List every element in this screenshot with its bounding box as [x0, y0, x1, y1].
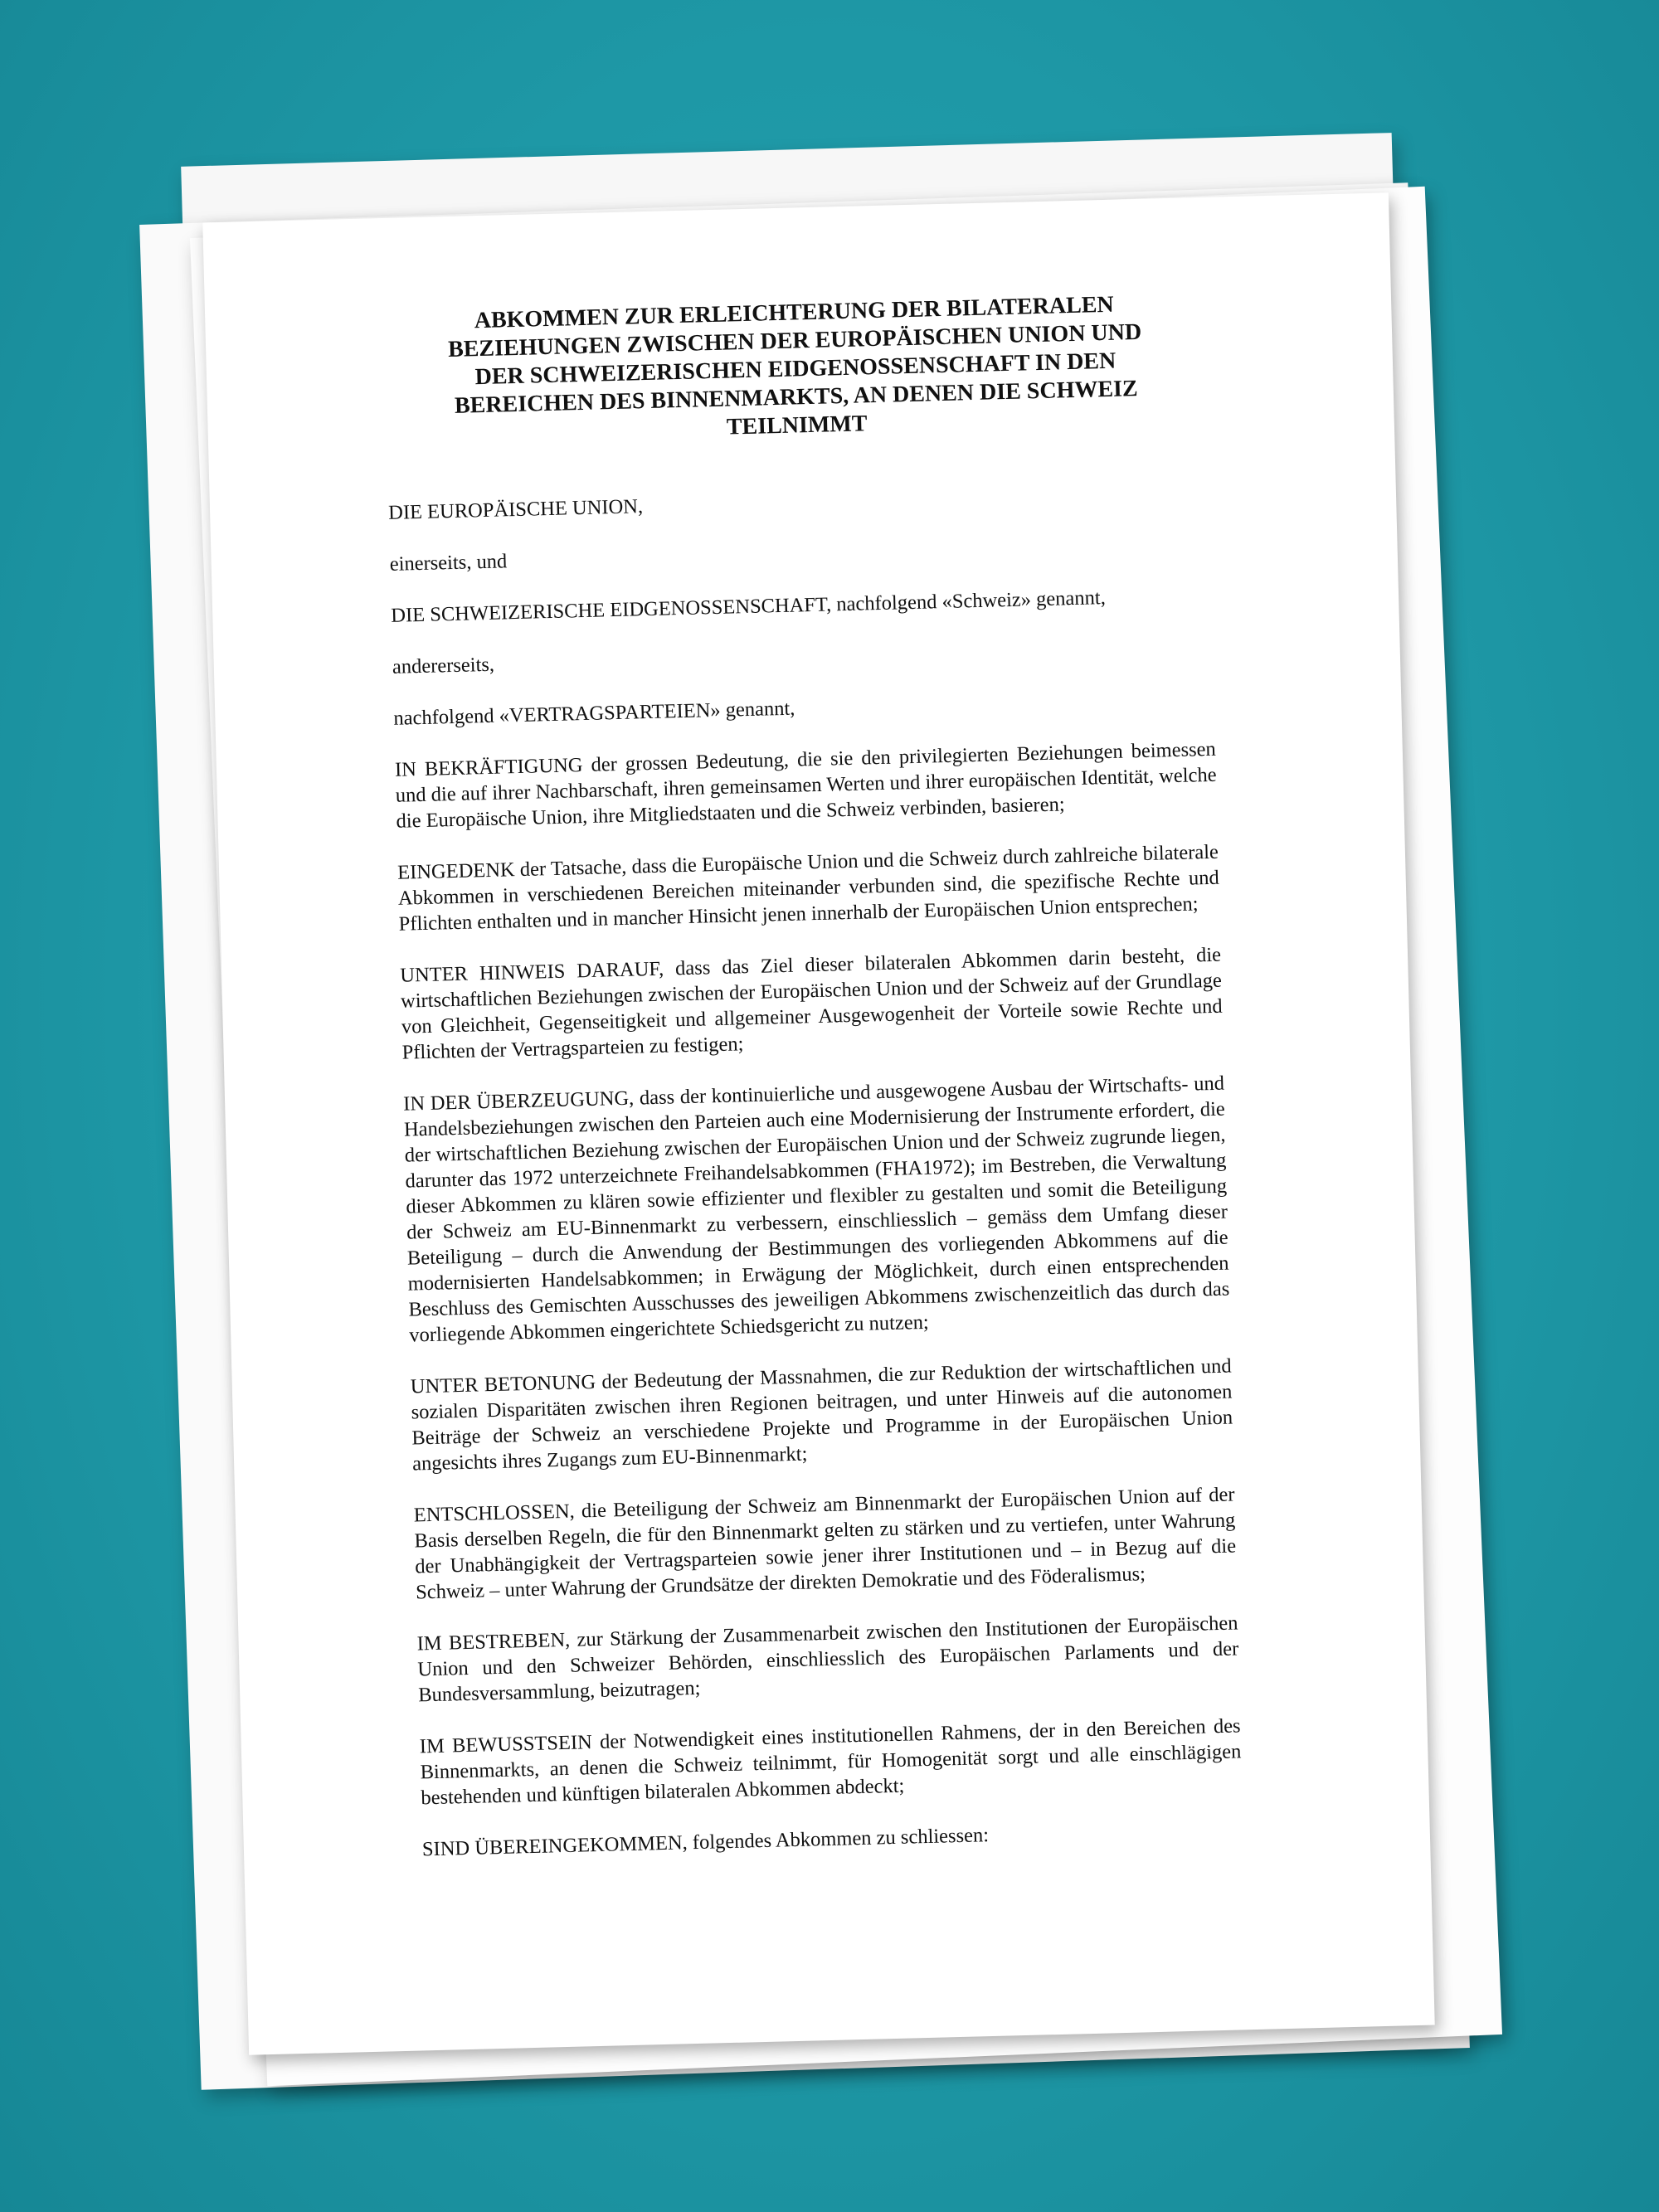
paragraph: nachfolgend «VERTRAGSPARTEIEN» genannt,	[393, 697, 795, 730]
paragraph: UNTER HINWEIS DARAUF, dass das Ziel dieser bilateralen Abkommen darin besteht, die wirtschaftlichen Beziehungen zwischen der Europäischen Union und der Schweiz auf der Grundlage von Gleichheit, Gegenseitigkeit und allgemeiner Ausgewogenheit der Vorteile sowie Rechte und Pflichten der Vertragsparteien zu festigen;	[399, 943, 1223, 1064]
paragraph: IM BESTREBEN, zur Stärkung der Zusammenarbeit zwischen den Institutionen der Europäischen Union und den Schweizer Behörden, einschliesslich des Europäischen Parlaments und der Bundesversammlung, beizutragen;	[416, 1612, 1239, 1707]
paragraph: DIE SCHWEIZERISCHE EIDGENOSSENSCHAFT, nachfolgend «Schweiz» genannt,	[390, 586, 1107, 627]
document-content	[383, 289, 1244, 1888]
paragraph: IM BEWUSSTSEIN der Notwendigkeit eines institutionellen Rahmens, der in den Bereichen des Binnenmarkts, an denen die Schweiz teilnimmt, für Homogenität sorgt und alle einschlägigen bestehenden und künftigen bilateralen Abkommen abdeckt;	[419, 1714, 1242, 1810]
paragraph: UNTER BETONUNG der Bedeutung der Massnahmen, die zur Reduktion der wirtschaftlichen und sozialen Disparitäten zwischen ihren Regionen beitragen, und unter Hinweis auf die autonomen Beiträge der Schweiz an verschiedene Projekte und Programme in der Europäischen Union angesichts ihres Zugangs zum EU-Binnenmarkt;	[410, 1354, 1233, 1475]
paragraph: EINGEDENK der Tatsache, dass die Europäische Union und die Schweiz durch zahlreiche bilaterale Abkommen in verschiedenen Bereichen miteinander verbunden sind, die spezifische Rechte und Pflichten enthalten und in mancher Hinsicht jenen innerhalb der Europäischen Union entsprechen;	[397, 840, 1219, 936]
paragraph: einerseits, und	[389, 550, 508, 576]
paragraph: IN BEKRÄFTIGUNG der grossen Bedeutung, die sie den privilegierten Beziehungen beimessen und die auf ihrer Nachbarschaft, ihren gemeinsamen Werten und ihrer europäischen Identität, welche die Europäische Union, ihre Mitgliedstaaten und die Schweiz verbinden, basieren;	[394, 737, 1217, 833]
document-title: ABKOMMEN ZUR ERLEICHTERUNG DER BILATERALEN BEZIEHUNGEN ZWISCHEN DER EUROPÄISCHEN UNION UND DER SCHWEIZERISCHEN EIDGENOSSENSCHAFT IN DEN BEREICHEN DES BINNENMARKTS, AN DENEN DIE SCHWEIZ TEILNIMMT	[447, 291, 1142, 440]
paper-sheet-front	[202, 192, 1434, 2054]
paragraph: andererseits,	[392, 653, 495, 678]
paragraph: IN DER ÜBERZEUGUNG, dass der kontinuierliche und ausgewogene Ausbau der Wirtschafts- und Handelsbeziehungen zwischen den Parteien auch eine Modernisierung der Instrumente erfordert, die der wirtschaftlichen Beziehung zwischen der Europäischen Union und der Schweiz zugrunde liegen, darunter das 1972 unterzeichnete Freihandelsabkommen (FHA1972); im Bestreben, die Verwaltung dieser Abkommen zu klären sowie effizienter und flexibler zu gestalten und somit die Beteiligung der Schweiz am EU-Binnenmarkt zu verbessern, einschliesslich – gemäss dem Umfang dieser Beteiligung – durch die Anwendung der Bestimmungen des vorliegenden Abkommens auf die modernisierten Handelsabkommen; in Erwägung der Möglichkeit, durch einen entsprechenden Beschluss des Gemischten Ausschusses des jeweiligen Abkommens zwischenzeitlich das durch das vorliegende Abkommen eingerichtete Schiedsgericht zu nutzen;	[402, 1072, 1230, 1347]
paragraph: DIE EUROPÄISCHE UNION,	[387, 495, 644, 524]
paragraph: ENTSCHLOSSEN, die Beteiligung der Schweiz am Binnenmarkt der Europäischen Union auf der Basis derselben Regeln, die für den Binnenmarkt gelten zu stärken und zu vertiefen, unter Wahrung der Unabhängigkeit der Vertragsparteien sowie jener ihrer Institutionen und – in Bezug auf die Schweiz – unter Wahrung der Grundsätze der direkten Demokratie und des Föderalismus;	[413, 1483, 1237, 1604]
paragraph: SIND ÜBEREINGEKOMMEN, folgendes Abkommen zu schliessen:	[421, 1824, 990, 1861]
